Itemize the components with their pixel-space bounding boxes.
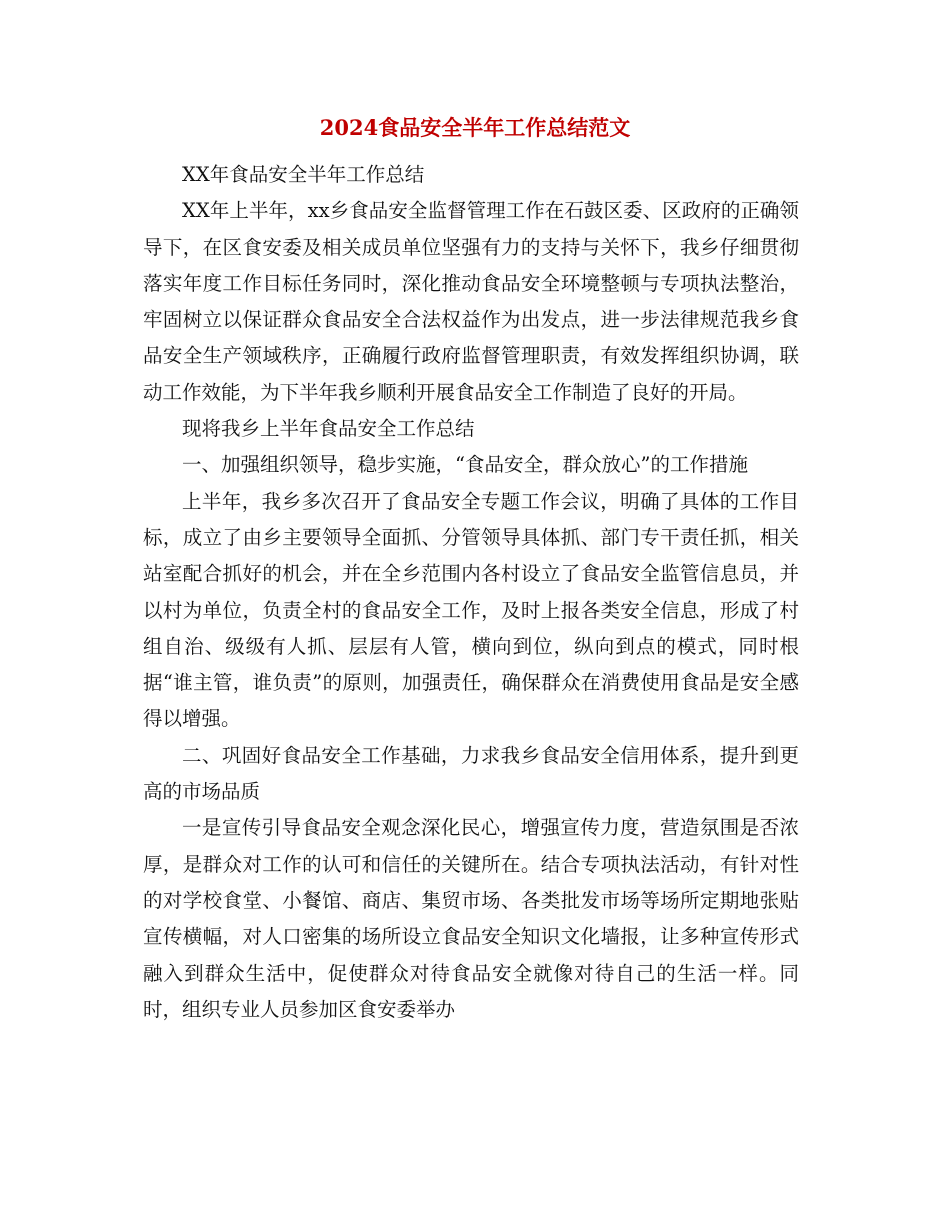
document-title: 2024食品安全半年工作总结范文 xyxy=(319,115,631,140)
section-2-paragraph: 一是宣传引导食品安全观念深化民心，增强宣传力度，营造氛围是否浓厚，是群众对工作的认可和信任的关键所在。结合专项执法活动，有针对性的对学校食堂、小餐馆、商店、集贸市场、各类批发市场等场所定期地张贴宣传横幅，对人口密集的场所设立食品安全知识文化墙报，让多种宣传形式融入到群众生活中，促使群众对待食品安全就像对待自己的生活一样。同时，组织专业人员参加区食安委举办 xyxy=(143,816,799,1021)
subtitle-paragraph: XX年食品安全半年工作总结 xyxy=(182,163,425,186)
intro-paragraph: XX年上半年，xx乡食品安全监督管理工作在石鼓区委、区政府的正确领导下，在区食安委及相关成员单位坚强有力的支持与关怀下，我乡仔细贯彻落实年度工作目标任务同时，深化推动食品安全环境整顿与专项执法整治，牢固树立以保证群众食品安全合法权益作为出发点，进一步法律规范我乡食品安全生产领域秩序，正确履行政府监督管理职责，有效发挥组织协调，联动工作效能，为下半年我乡顺利开展食品安全工作制造了良好的开局。 xyxy=(143,199,799,404)
section-heading-1: 一、加强组织领导，稳步实施，“食品安全，群众放心”的工作措施 xyxy=(182,453,748,477)
section-1-paragraph: 上半年，我乡多次召开了食品安全专题工作会议，明确了具体的工作目标，成立了由乡主要领导全面抓、分管领导具体抓、部门专干责任抓，相关站室配合抓好的机会，并在全乡范围内各村设立了食品安全监管信息员，并以村为单位，负责全村的食品安全工作，及时上报各类安全信息，形成了村组自治、级级有人抓、层层有人管，横向到位，纵向到点的模式，同时根据“谁主管，谁负责”的原则，加强责任，确保群众在消费使用食品是安全感得以增强。 xyxy=(143,489,799,731)
summary-lead-paragraph: 现将我乡上半年食品安全工作总结 xyxy=(182,417,475,441)
section-heading-2: 二、巩固好食品安全工作基础，力求我乡食品安全信用体系，提升到更高的市场品质 xyxy=(143,743,799,804)
document-body xyxy=(143,157,799,1028)
